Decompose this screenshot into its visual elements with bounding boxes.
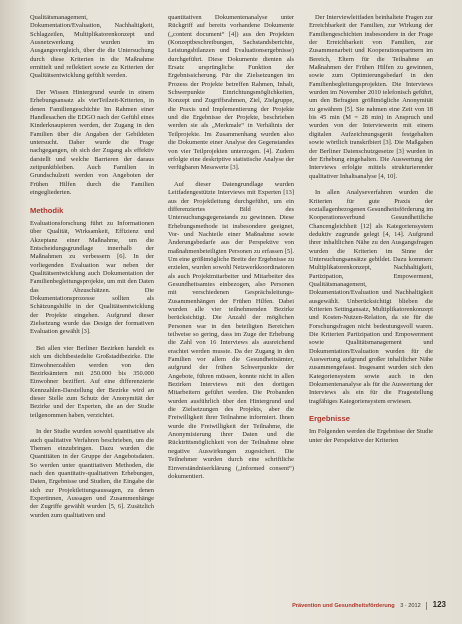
paragraph: In der Studie wurden sowohl quantitative als auch qualitative Verfahren beschrieben, um die Themen einzubringen. Dazu wurden die Quantitäten in der Gruppe der Angebotsdaten. So werden unter quantitativen Methoden, die nach den quantitativ-qualitativen Erhebungen, Daten, Ergebnisse und Studien, die Eingabe die sich zur Projektleitungsaussagen, zu denen Expertinnen, Aussagen und Zusammenhänge der Zugriffe gewählt wurden [5, 6]. Zusätzlich wurden zum qualitativen und — [30, 428, 154, 519]
footer-divider — [426, 602, 427, 610]
page-footer — [0, 600, 446, 610]
text-column-2 — [168, 14, 294, 490]
journal-name: Prävention und Gesundheitsförderung — [292, 603, 395, 610]
paragraph: Der Wissen Hintergrund wurde in einem Erhebungsansatz als vierTeilzeit-Kriterien, in denen Familiengeschichte Im Rahmen einer Handlesachen die EDGO nach der Gefühl eines Kinderknaupieren werden, der Zugang in den Familien über die Angaben der Gebildeten untersucht. Daher wurde die Frage nachgegangen, ob sich der Zugang als effektiv darstellt und welche Barrieren der daraus zeitpunktbleiben. Auch Familien in Grundschulzeit werden von Angeboten der Frühen Hilfen durch die Familien eingegliederten. — [30, 89, 154, 197]
section-heading-ergebnisse: Ergebnisse — [309, 414, 350, 424]
paragraph: Der Interviewleitfaden beinhaltete Fragen zur Erreichbarkeit der Familien, zur Wirkung der Familiengeschichten insbesondere in der Frage der Erreichbarkeit von Familien, zur Zusammenarbeit und Kooperationspartnern im Bereich, Eltern für die Teilnahme an Maßnahmen der Frühen Hilfen zu gewinnen, sowie zum Optimierungsbedarf in den Familienbegleitungsprojekten. Die Interviews wurden im November 2010 telefonisch geführt, um den Befragten größtmögliche Anonymität zu gewähren [5]. Sie nahmen eine Zeit von 18 bis 45 min (M = 28 min) in Anspruch und wurden von der Interviewerin mit einem digitalen Aufzeichnungsgerät festgehalten sowie wörtlich transkribiert [3]. Die Maßgaben der Berliner Datenschutzgesetze [3] wurden in der Erhebung eingehalten. Die Auswertung der Interviews erfolgte mittels strukturierender qualitativer Inhaltsanalyse [4, 10]. — [309, 14, 433, 180]
text-column-3 — [309, 14, 433, 453]
paragraph: Qualitätsmanagement, Dokumentation/Evaluation, Nachhaltigkeit, Schlagzeilen, Multiplikatorenkonzept und Ausnetzwerkung wurden im Ausgangsvergleich, über die die Untersuchung durch diese Kriterien in die Maßnahme ermittelt und reflektiert sowie zu Kriterien der Qualitätsentwicklung gefühlt werden. — [30, 14, 154, 80]
section-heading-methodik: Methodik — [30, 205, 64, 215]
paragraph: Im Folgenden werden die Ergebnisse der Studie unter der Perspektive der Kriterien — [309, 428, 433, 444]
paragraph: In allen Analyseverfahren wurden die Kriterien für gute Praxis der soziallagenbezogenen Gesundheitsförderung im Kooperationsverbund Gesundheitliche Chancengleichheit [12] als Kategoriensystem deduktiv zugrunde gelegt [4, 14]. Aufgrund ihrer inhaltlichen Nähe zu den Ausgangsfragen wurden die Kriterien im Sinne der Untersuchungsansätze gebildet. Dazu kommen: Multiplikatorenkonzept, Nachhaltigkeit, Partizipation, Empowerment, Qualitätsmanagement, Dokumentation/Evaluation und Nachhaltigkeit ausgewählt. Unberücksichtigt blieben die Kriterien Settingansatz, Multiplikatorenkonzept und Kosten-Nutzen-Relation, da sie für die Forschungsfragen nicht bedeutungsvoll waren. Die Kriterien Partizipation und Empowerment sowie Qualitätsmanagement und Dokumentation/Evaluation wurden für die Auswertung aufgrund großer inhaltlicher Nähe zusammengefasst. Insgesamt wurden sich den Kategoriensystem sowie auch in den Dokumentenanalyse als für die Auswertung der Interviews als ein für die Fragestellung tragfähiges Kategoriensystem erwiesen. — [309, 189, 433, 405]
paragraph: Bei allen vier Berliner Bezirken handelt es sich um dichtbesiedelte Großstadtbezirke. Die Einwohnerzahlen werden von den Bezirksämtern mit 250.000 bis 350.000 Einwohner beziffert. Auf eine differenzierte Kennzahlen-Darstellung der Bezirke wird an dieser Stelle zum Schutz der Anonymität der Bezirke und der Experten, die an der Studie teilgenommen haben, verzichtet. — [30, 344, 154, 419]
paragraph: Evaluationsforschung führt zu Informationen über Qualität, Wirksamkeit, Effizienz und Akzeptanz einer Maßnahme, um die Entscheidungsgrundlage innerhalb der Maßnahmen zu verbessern [6]. In der vorliegenden Evaluation war neben der Qualitätsentwicklung auch Dokumentation der Familienbegleitungsprojekte, um mit den Daten das Abzuschätzen. Die Dokumentationsprozesse sollten als Schätzungshilfe in der Qualitätsentwicklung der Projekte eingehen. Aufgrund dieser Zielsetzung wurde das Design der formativen Evaluation gewählt [3]. — [30, 219, 154, 336]
text-column-1 — [30, 14, 154, 528]
issue-number: 3 · 2012 — [400, 603, 421, 610]
paragraph: quantitativen Dokumentenanalyse unter Rückgriff auf bereits vorhandene Dokumente („content document“ [4]) aus den Projekten (Konzeptbeschreibungen, Sachstandsberichte, Leistungsbilanzen und Evaluationsergebnisse) durchgeführt. Diese Dokumente dienten als Ersatz ursprüngliche Funktion der Ergebnissicherung. Für die Zielsetzungen im Prozess der Projekte betreffen Rahmen, Inhalt, Schwerpunkte Einrichtungsmöglichkeiten, Konzept und Zugriffsrahmen, Ziel, Zielgruppe, die Praxis und Implementierung der Projekte und die Ergebnisse der Projekte, beschrieben werden sie als „Merkmale“ in Verhältnis der Teilprojekte. Im Zusammenhang wurden also die Dokumente einer Analyse des Gegenstandes von vier Teilprojekten unterzogen. [4]. Zudem erfolgte eine deskriptive statistische Analyse der verfügbaren Messwerte [3]. — [168, 14, 294, 172]
page-number: 123 — [432, 600, 446, 610]
paragraph: Auf dieser Datengrundlage wurden Leitfadengestützte Interviews mit Experten [13] aus der Projektleitung durchgeführt, um ein differenziertes Bild des Untersuchungsgegenstands zu gewinnen. Diese Erhebungsmethode ist insbesondere geeignet, Vor- und Nachteile einer Maßnahme sowie Änderungsbedarfe aus der Perspektive von maßnahmenbeteiligten Personen zu erfassen [5]. Um eine größtmögliche Breite der Ergebnisse zu erzielen, wurden sowohl Netzwerkkoordinatoren als auch Projektmitarbeiter und Mitarbeiter des Gesundheitsamtes einbezogen, also Personen mit verschiedenen Gesprächsleitungs-Zusammenhängen der Frühen Hilfen. Dabei wurden alle vier teilnehmenden Bezirke berücksichtigt. Die Anzahl der möglichen Personen war in den beteiligten Bereichen teilweise so gering, dass im Zuge der Erhebung die Zahl von 16 Interviews als ausreichend erachtet werden musste. Da der Zugang in den Familien vor allem die Gesundheitsämter, aufgrund der frühen Schwerpunkte der Angebote, führen müssen, konnte nicht in allen Bezirken Interviews mit den dortigen Mitarbeitern geführt werden. Die Probanden wurden ausführlich über den Hintergrund und die Zielsetzungen des Projekts, aber die Freiwilligkeit ihrer Teilnahme informiert. Ihnen wurde die Freiwilligkeit der Teilnahme, die Anonymisierung ihrer Daten und die Rücktrittsmöglichkeit von der Teilnahme ohne negative Auswirkungen zugesichert. Die Teilnehmer wurden durch eine schriftliche Einverständniserklärung („informed consent“) dokumentiert. — [168, 180, 294, 480]
